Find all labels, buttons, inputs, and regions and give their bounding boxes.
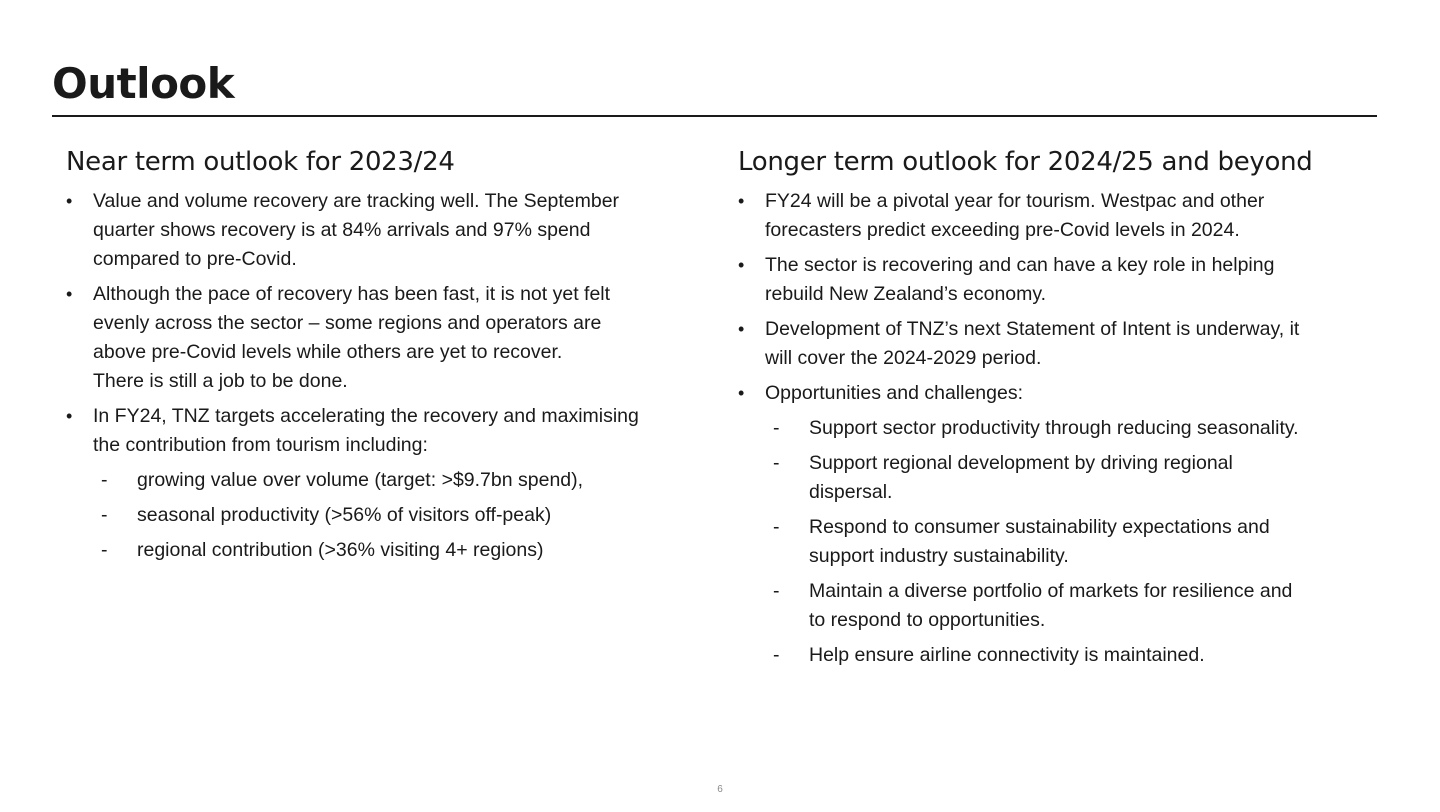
- dash-icon: -: [101, 469, 108, 491]
- sub-bullet-list: [93, 466, 706, 565]
- bullet-item: [66, 280, 706, 396]
- sub-bullet-text: Respond to consumer sustainability expectations and: [809, 516, 1270, 538]
- near-term-heading: Near term outlook for 2023/24: [66, 147, 455, 177]
- bullet-dot-icon: •: [738, 383, 745, 403]
- dash-icon: -: [101, 539, 108, 561]
- sub-bullet-item: [93, 536, 706, 565]
- bullet-item: [66, 402, 706, 565]
- sub-bullet-text: seasonal productivity (>56% of visitors off-peak): [137, 504, 552, 526]
- bullet-text-line: the contribution from tourism including:: [93, 434, 428, 456]
- longer-term-bullets: [738, 187, 1388, 670]
- bullet-item: [738, 379, 1388, 670]
- sub-bullet-list: [765, 414, 1388, 670]
- bullet-text-line: rebuild New Zealand’s economy.: [765, 283, 1047, 305]
- bullet-text-line: evenly across the sector – some regions and operators are: [93, 312, 602, 334]
- dash-icon: -: [773, 580, 780, 602]
- dash-icon: -: [773, 417, 780, 439]
- sub-bullet-text: Support regional development by driving regional: [809, 452, 1233, 474]
- sub-bullet-item: [765, 414, 1388, 443]
- bullet-text-line: The sector is recovering and can have a key role in helping: [765, 254, 1275, 276]
- bullet-text-line: Value and volume recovery are tracking well. The September: [93, 190, 620, 212]
- bullet-dot-icon: •: [738, 319, 745, 339]
- bullet-text-line: In FY24, TNZ targets accelerating the recovery and maximising: [93, 405, 639, 427]
- bullet-text-line: Opportunities and challenges:: [765, 382, 1024, 404]
- bullet-text-line: Development of TNZ’s next Statement of Intent is underway, it: [765, 318, 1300, 340]
- sub-bullet-text: regional contribution (>36% visiting 4+ regions): [137, 539, 544, 561]
- sub-bullet-text: to respond to opportunities.: [809, 609, 1046, 631]
- bullet-item: [738, 187, 1388, 245]
- sub-bullet-item: [93, 466, 706, 495]
- dash-icon: -: [773, 452, 780, 474]
- bullet-text-line: will cover the 2024-2029 period.: [765, 347, 1042, 369]
- longer-term-heading: Longer term outlook for 2024/25 and beyond: [738, 147, 1313, 177]
- bullet-text-line: Although the pace of recovery has been fast, it is not yet felt: [93, 283, 611, 305]
- bullet-text-line: There is still a job to be done.: [93, 370, 348, 392]
- bullet-text-line: above pre-Covid levels while others are yet to recover.: [93, 341, 563, 363]
- title-divider: [52, 115, 1377, 117]
- bullet-text-line: compared to pre-Covid.: [93, 248, 297, 270]
- sub-bullet-text: dispersal.: [809, 481, 893, 503]
- near-term-bullets: [66, 187, 706, 565]
- sub-bullet-item: [765, 513, 1388, 571]
- sub-bullet-item: [765, 577, 1388, 635]
- page-number: 6: [717, 784, 723, 795]
- sub-bullet-text: growing value over volume (target: >$9.7bn spend),: [137, 469, 584, 491]
- bullet-item: [738, 251, 1388, 309]
- dash-icon: -: [101, 504, 108, 526]
- longer-term-column: [738, 143, 1388, 676]
- bullet-text-line: quarter shows recovery is at 84% arrivals and 97% spend: [93, 219, 591, 241]
- dash-icon: -: [773, 644, 780, 666]
- bullet-dot-icon: •: [66, 191, 73, 211]
- sub-bullet-text: Maintain a diverse portfolio of markets for resilience and: [809, 580, 1293, 602]
- sub-bullet-text: support industry sustainability.: [809, 545, 1069, 567]
- sub-bullet-item: [765, 641, 1388, 670]
- bullet-dot-icon: •: [738, 191, 745, 211]
- bullet-dot-icon: •: [738, 255, 745, 275]
- sub-bullet-item: [93, 501, 706, 530]
- bullet-dot-icon: •: [66, 406, 73, 426]
- slide-title: Outlook: [52, 59, 235, 108]
- sub-bullet-text: Support sector productivity through reducing seasonality.: [809, 417, 1299, 439]
- sub-bullet-item: [765, 449, 1388, 507]
- bullet-dot-icon: •: [66, 284, 73, 304]
- bullet-item: [738, 315, 1388, 373]
- dash-icon: -: [773, 516, 780, 538]
- sub-bullet-text: Help ensure airline connectivity is maintained.: [809, 644, 1205, 666]
- near-term-column: [66, 143, 706, 571]
- bullet-text-line: FY24 will be a pivotal year for tourism. Westpac and other: [765, 190, 1265, 212]
- bullet-text-line: forecasters predict exceeding pre-Covid levels in 2024.: [765, 219, 1240, 241]
- bullet-item: [66, 187, 706, 274]
